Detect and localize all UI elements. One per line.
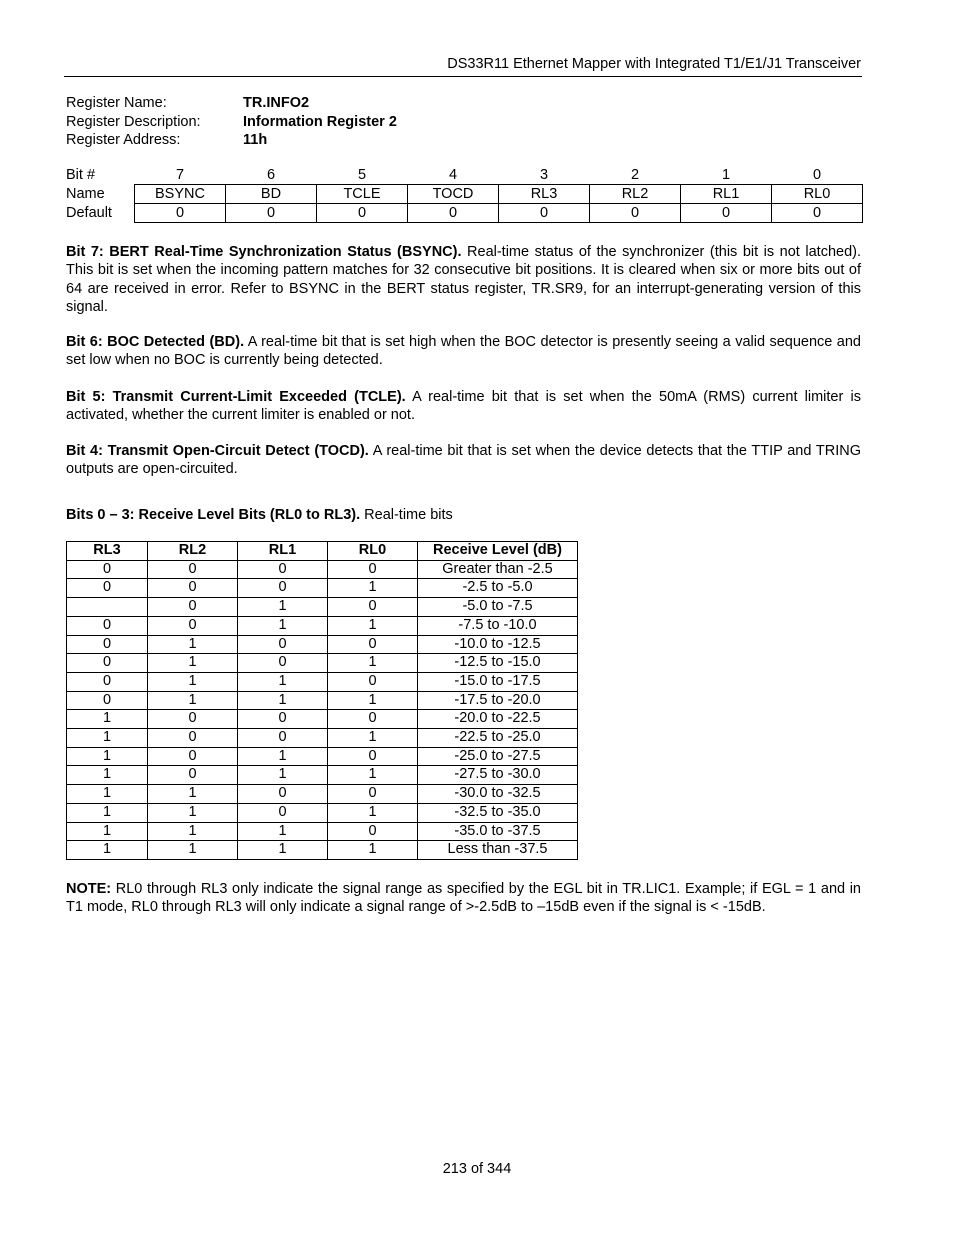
bit-default-cell: 0 <box>590 204 681 223</box>
table-cell: 1 <box>238 747 328 766</box>
table-cell: 1 <box>328 654 418 673</box>
header-divider <box>64 76 862 77</box>
table-row <box>67 785 578 804</box>
page-number: 213 of 344 <box>442 1161 512 1177</box>
table-row <box>67 560 578 579</box>
register-name-row <box>66 94 397 113</box>
bit-default-cell: 0 <box>408 204 499 223</box>
table-cell: 0 <box>67 672 148 691</box>
receive-level-table <box>66 541 578 860</box>
table-cell: 0 <box>67 579 148 598</box>
bit-number-cell: 3 <box>539 167 549 183</box>
bit-name-label: Name <box>66 186 105 202</box>
table-cell: 1 <box>148 803 238 822</box>
bits0-3-title: Bits 0 – 3: Receive Level Bits (RL0 to RL3). <box>66 507 361 523</box>
table-row <box>67 841 578 860</box>
table-cell: 1 <box>238 598 328 617</box>
table-cell: 1 <box>67 803 148 822</box>
column-header-rl0: RL0 <box>328 542 418 561</box>
table-cell: 1 <box>238 841 328 860</box>
table-cell: 1 <box>148 841 238 860</box>
register-info <box>66 94 397 150</box>
table-cell: 1 <box>67 747 148 766</box>
table-cell: 0 <box>328 747 418 766</box>
bit-name-cell: RL1 <box>681 185 772 204</box>
table-cell: -12.5 to -15.0 <box>418 654 578 673</box>
table-cell: 0 <box>67 560 148 579</box>
table-cell: 0 <box>328 822 418 841</box>
table-cell: -32.5 to -35.0 <box>418 803 578 822</box>
table-cell: 1 <box>238 672 328 691</box>
bit-number-row <box>66 166 863 185</box>
table-row <box>67 598 578 617</box>
table-cell: 1 <box>67 822 148 841</box>
column-header-rl1: RL1 <box>238 542 328 561</box>
table-cell: 1 <box>328 803 418 822</box>
table-row <box>67 747 578 766</box>
bit7-description <box>66 243 861 316</box>
bits0-3-description <box>66 506 861 524</box>
bit4-description <box>66 442 861 479</box>
bit-number-cell: 5 <box>357 167 367 183</box>
table-cell: 0 <box>238 785 328 804</box>
table-row <box>67 822 578 841</box>
bit-default-cell: 0 <box>317 204 408 223</box>
document-header-title: DS33R11 Ethernet Mapper with Integrated T1/E1/J1 Transceiver <box>447 56 861 72</box>
table-cell: 1 <box>148 654 238 673</box>
table-cell: 0 <box>328 598 418 617</box>
bit-name-cell: RL0 <box>772 185 863 204</box>
table-cell: 0 <box>148 579 238 598</box>
bit-name-row <box>66 185 863 204</box>
table-cell: 0 <box>328 785 418 804</box>
table-cell: -35.0 to -37.5 <box>418 822 578 841</box>
table-cell: 0 <box>148 747 238 766</box>
bit-name-cell: BD <box>226 185 317 204</box>
register-description-label: Register Description: <box>66 113 201 130</box>
column-header-receive-level: Receive Level (dB) <box>418 542 578 561</box>
bit-default-label: Default <box>66 205 112 221</box>
table-cell: 1 <box>67 710 148 729</box>
table-cell <box>67 598 148 617</box>
receive-level-table-body <box>67 560 578 859</box>
table-cell: 0 <box>238 803 328 822</box>
table-cell: -25.0 to -27.5 <box>418 747 578 766</box>
bit-number-cell: 2 <box>630 167 640 183</box>
register-address-row <box>66 131 397 150</box>
table-cell: -15.0 to -17.5 <box>418 672 578 691</box>
table-cell: 0 <box>328 672 418 691</box>
register-name-value: TR.INFO2 <box>243 95 310 111</box>
table-cell: 0 <box>148 766 238 785</box>
bit-name-cell: RL2 <box>590 185 681 204</box>
register-name-label: Register Name: <box>66 95 167 111</box>
bit-name-cell: TOCD <box>408 185 499 204</box>
table-cell: 1 <box>148 785 238 804</box>
register-address-value: 11h <box>243 132 268 148</box>
table-cell: 1 <box>67 729 148 748</box>
register-description-row <box>66 113 397 132</box>
bit6-text: A real-time bit that is set high when the BOC detector is presently seeing a valid sequence and set low when no BOC is currently being detected. <box>66 334 861 369</box>
table-cell: 0 <box>148 560 238 579</box>
table-cell: 0 <box>67 616 148 635</box>
table-cell: 0 <box>238 729 328 748</box>
table-row <box>67 766 578 785</box>
table-cell: 1 <box>328 691 418 710</box>
table-cell: -7.5 to -10.0 <box>418 616 578 635</box>
column-header-rl3: RL3 <box>67 542 148 561</box>
bit-default-cell: 0 <box>135 204 226 223</box>
table-cell: 0 <box>238 560 328 579</box>
table-cell: -10.0 to -12.5 <box>418 635 578 654</box>
bit-number-cell: 0 <box>812 167 822 183</box>
table-row <box>67 803 578 822</box>
table-cell: 1 <box>148 672 238 691</box>
table-cell: 0 <box>328 710 418 729</box>
column-header-rl2: RL2 <box>148 542 238 561</box>
table-cell: 1 <box>328 729 418 748</box>
bit-default-cell: 0 <box>681 204 772 223</box>
bit5-description <box>66 388 861 425</box>
table-cell: 0 <box>148 598 238 617</box>
table-cell: 1 <box>238 822 328 841</box>
bit-name-cell: TCLE <box>317 185 408 204</box>
note-label: NOTE: <box>66 881 112 897</box>
table-cell: -20.0 to -22.5 <box>418 710 578 729</box>
bit-number-label: Bit # <box>66 167 96 184</box>
table-cell: 1 <box>238 691 328 710</box>
bit6-title: Bit 6: BOC Detected (BD). <box>66 334 245 350</box>
table-cell: 0 <box>238 654 328 673</box>
table-row <box>67 579 578 598</box>
bits0-3-text: Real-time bits <box>360 507 453 523</box>
table-row <box>67 635 578 654</box>
table-cell: -17.5 to -20.0 <box>418 691 578 710</box>
bit-default-row <box>66 204 863 223</box>
bit7-text: Real-time status of the synchronizer (this bit is not latched). This bit is set when the incoming pattern matches for 32 consecutive bit positions. It is cleared when six or more bits out of 64 are received in error. Refer to BSYNC in the BERT status register, TR.SR9, for an interrupt-generating version of this signal. <box>66 244 861 315</box>
bit-default-cell: 0 <box>772 204 863 223</box>
note-text: RL0 through RL3 only indicate the signal range as specified by the EGL bit in TR.LIC1. Example; if EGL = 1 and in T1 mode, RL0 through RL3 will only indicate a signal range of >-2.5dB to –15dB even if the signal is < -15dB. <box>66 881 861 916</box>
bit-default-cell: 0 <box>499 204 590 223</box>
table-cell: 0 <box>67 654 148 673</box>
table-cell: 0 <box>328 560 418 579</box>
table-cell: 1 <box>238 616 328 635</box>
table-cell: -2.5 to -5.0 <box>418 579 578 598</box>
table-cell: -5.0 to -7.5 <box>418 598 578 617</box>
table-cell: 1 <box>238 766 328 785</box>
note-paragraph <box>66 880 861 917</box>
table-cell: 1 <box>148 822 238 841</box>
table-cell: 1 <box>328 841 418 860</box>
bit4-text: A real-time bit that is set when the device detects that the TTIP and TRING outputs are open-circuited. <box>66 443 861 478</box>
bit-name-cell: RL3 <box>499 185 590 204</box>
bit-number-cell: 6 <box>266 167 276 183</box>
table-cell: -30.0 to -32.5 <box>418 785 578 804</box>
table-cell: 1 <box>328 579 418 598</box>
table-cell: 1 <box>328 616 418 635</box>
bit5-text: A real-time bit that is set when the 50mA (RMS) current limiter is activated, whether the current limiter is enabled or not. <box>66 389 861 424</box>
table-cell: 0 <box>328 635 418 654</box>
bit-number-cell: 4 <box>448 167 458 183</box>
bit5-title: Bit 5: Transmit Current-Limit Exceeded (TCLE). <box>66 389 406 405</box>
table-cell: 1 <box>67 766 148 785</box>
table-cell: -22.5 to -25.0 <box>418 729 578 748</box>
table-cell: 0 <box>67 691 148 710</box>
table-cell: 1 <box>67 785 148 804</box>
bit-number-cell: 1 <box>721 167 731 183</box>
bit4-title: Bit 4: Transmit Open-Circuit Detect (TOCD). <box>66 443 369 459</box>
table-cell: 0 <box>148 729 238 748</box>
table-cell: 1 <box>328 766 418 785</box>
bit-default-cell: 0 <box>226 204 317 223</box>
table-cell: 1 <box>148 635 238 654</box>
table-cell: 1 <box>67 841 148 860</box>
table-cell: -27.5 to -30.0 <box>418 766 578 785</box>
table-row <box>67 672 578 691</box>
table-cell: 0 <box>238 710 328 729</box>
table-cell: Less than -37.5 <box>418 841 578 860</box>
register-address-label: Register Address: <box>66 132 181 148</box>
table-cell: Greater than -2.5 <box>418 560 578 579</box>
table-cell: 0 <box>148 616 238 635</box>
table-row <box>67 616 578 635</box>
table-row <box>67 691 578 710</box>
register-description-value: Information Register 2 <box>243 113 397 130</box>
table-row <box>67 729 578 748</box>
bit-name-cell: BSYNC <box>135 185 226 204</box>
table-cell: 0 <box>238 579 328 598</box>
table-cell: 0 <box>148 710 238 729</box>
table-row <box>67 710 578 729</box>
receive-level-header-row <box>67 542 578 561</box>
table-cell: 1 <box>148 691 238 710</box>
bit6-description <box>66 333 861 370</box>
table-cell: 0 <box>67 635 148 654</box>
table-row <box>67 654 578 673</box>
bit-map-table <box>66 166 863 223</box>
bit7-title: Bit 7: BERT Real-Time Synchronization Status (BSYNC). <box>66 244 462 260</box>
bit-number-cell: 7 <box>175 167 185 183</box>
table-cell: 0 <box>238 635 328 654</box>
